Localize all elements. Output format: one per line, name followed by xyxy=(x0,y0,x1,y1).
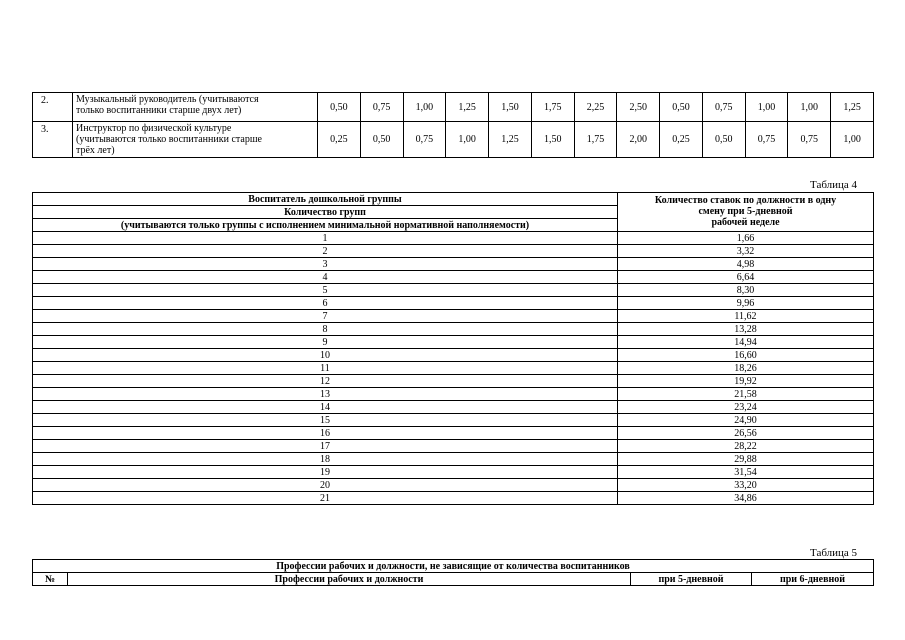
rate-cell: 1,25 xyxy=(489,122,532,158)
rate-cell: 1,25 xyxy=(831,93,874,122)
table-row xyxy=(33,245,874,258)
group-count: 1 xyxy=(33,232,618,245)
group-count: 17 xyxy=(33,440,618,453)
rate-cell: 0,25 xyxy=(660,122,703,158)
rate-value: 19,92 xyxy=(618,375,874,388)
table-row xyxy=(33,440,874,453)
rate-cell: 1,00 xyxy=(831,122,874,158)
group-count: 9 xyxy=(33,336,618,349)
rate-value: 29,88 xyxy=(618,453,874,466)
rate-cell: 0,25 xyxy=(318,122,361,158)
table-row xyxy=(33,388,874,401)
rate-value: 11,62 xyxy=(618,310,874,323)
rate-value: 8,30 xyxy=(618,284,874,297)
rate-value: 34,86 xyxy=(618,492,874,505)
table5-col-5day: при 5-дневной xyxy=(631,573,752,586)
staff-rates-table xyxy=(32,92,874,158)
rate-value: 9,96 xyxy=(618,297,874,310)
table-row xyxy=(33,297,874,310)
group-count: 15 xyxy=(33,414,618,427)
rate-value: 31,54 xyxy=(618,466,874,479)
table-row xyxy=(33,349,874,362)
group-count: 5 xyxy=(33,284,618,297)
rate-value: 1,66 xyxy=(618,232,874,245)
rate-cell: 1,00 xyxy=(403,93,446,122)
table-row xyxy=(33,414,874,427)
rate-cell: 0,75 xyxy=(360,93,403,122)
group-count: 6 xyxy=(33,297,618,310)
table-row xyxy=(33,93,874,122)
table-row xyxy=(33,122,874,158)
rate-cell: 0,75 xyxy=(788,122,831,158)
rate-value: 18,26 xyxy=(618,362,874,375)
row-number: 2. xyxy=(33,93,73,122)
rate-value: 3,32 xyxy=(618,245,874,258)
rate-cell: 0,75 xyxy=(702,93,745,122)
table-row xyxy=(33,492,874,505)
group-count: 19 xyxy=(33,466,618,479)
position-name-line: Инструктор по физической культуре xyxy=(76,123,232,134)
table-row xyxy=(33,466,874,479)
table5-caption: Таблица 5 xyxy=(810,547,858,559)
rate-cell: 1,00 xyxy=(745,93,788,122)
rate-value: 13,28 xyxy=(618,323,874,336)
educator-rates-table xyxy=(32,192,874,505)
table4-header-row xyxy=(33,193,874,206)
rate-value: 33,20 xyxy=(618,479,874,492)
table-row xyxy=(33,427,874,440)
table4-header-note: (учитываются только группы с исполнением минимальной нормативной наполняемости) xyxy=(33,219,618,232)
table4-caption: Таблица 4 xyxy=(810,179,858,191)
table-row xyxy=(33,232,874,245)
rate-cell: 0,50 xyxy=(660,93,703,122)
group-count: 7 xyxy=(33,310,618,323)
group-count: 20 xyxy=(33,479,618,492)
table4-header-groups: Количество групп xyxy=(33,206,618,219)
rate-cell: 0,75 xyxy=(745,122,788,158)
group-count: 12 xyxy=(33,375,618,388)
table5-col-name: Профессии рабочих и должности xyxy=(68,573,631,586)
table-row xyxy=(33,362,874,375)
table-row xyxy=(33,336,874,349)
rate-value: 4,98 xyxy=(618,258,874,271)
rate-value: 28,22 xyxy=(618,440,874,453)
professions-table xyxy=(32,559,874,586)
rate-value: 6,64 xyxy=(618,271,874,284)
table5-title-row xyxy=(33,560,874,573)
table5-col-6day: при 6-дневной xyxy=(752,573,874,586)
table5-header-row xyxy=(33,573,874,586)
rate-cell: 1,50 xyxy=(531,122,574,158)
row-number: 3. xyxy=(33,122,73,158)
table-row xyxy=(33,375,874,388)
rate-value: 14,94 xyxy=(618,336,874,349)
position-name-line: (учитываются только воспитанники старше xyxy=(76,134,262,145)
rate-cell: 2,00 xyxy=(617,122,660,158)
rate-cell: 0,75 xyxy=(403,122,446,158)
position-name-line: трёх лет) xyxy=(76,145,115,156)
rate-cell: 2,50 xyxy=(617,93,660,122)
rate-cell: 0,50 xyxy=(318,93,361,122)
position-name xyxy=(73,93,318,122)
group-count: 8 xyxy=(33,323,618,336)
rate-cell: 0,50 xyxy=(702,122,745,158)
rate-value: 23,24 xyxy=(618,401,874,414)
table4-header-right-line2: смену при 5-дневной xyxy=(698,206,793,217)
group-count: 4 xyxy=(33,271,618,284)
table-row xyxy=(33,258,874,271)
table4-header-right xyxy=(618,193,874,232)
group-count: 14 xyxy=(33,401,618,414)
table4-header-right-line3: рабочей неделе xyxy=(711,217,780,228)
rate-value: 24,90 xyxy=(618,414,874,427)
rate-cell: 1,00 xyxy=(788,93,831,122)
position-name-line: Музыкальный руководитель (учитываются xyxy=(76,94,259,105)
table5-title: Профессии рабочих и должности, не зависящие от количества воспитанников xyxy=(33,560,874,573)
rate-cell: 1,25 xyxy=(446,93,489,122)
rate-cell: 1,75 xyxy=(531,93,574,122)
table5-col-num: № xyxy=(33,573,68,586)
rate-cell: 0,50 xyxy=(360,122,403,158)
rate-value: 16,60 xyxy=(618,349,874,362)
group-count: 11 xyxy=(33,362,618,375)
table-row xyxy=(33,479,874,492)
rate-value: 26,56 xyxy=(618,427,874,440)
position-name-line: только воспитанники старше двух лет) xyxy=(76,105,242,116)
table4-header-left: Воспитатель дошкольной группы xyxy=(33,193,618,206)
group-count: 21 xyxy=(33,492,618,505)
group-count: 3 xyxy=(33,258,618,271)
rate-cell: 1,00 xyxy=(446,122,489,158)
table4-header-right-line1: Количество ставок по должности в одну xyxy=(654,195,837,206)
rate-cell: 2,25 xyxy=(574,93,617,122)
group-count: 13 xyxy=(33,388,618,401)
rate-value: 21,58 xyxy=(618,388,874,401)
table-row xyxy=(33,453,874,466)
group-count: 16 xyxy=(33,427,618,440)
table-row xyxy=(33,323,874,336)
table-row xyxy=(33,310,874,323)
group-count: 10 xyxy=(33,349,618,362)
group-count: 2 xyxy=(33,245,618,258)
table-row xyxy=(33,271,874,284)
group-count: 18 xyxy=(33,453,618,466)
position-name xyxy=(73,122,318,158)
rate-cell: 1,50 xyxy=(489,93,532,122)
table-row xyxy=(33,284,874,297)
rate-cell: 1,75 xyxy=(574,122,617,158)
table-row xyxy=(33,401,874,414)
